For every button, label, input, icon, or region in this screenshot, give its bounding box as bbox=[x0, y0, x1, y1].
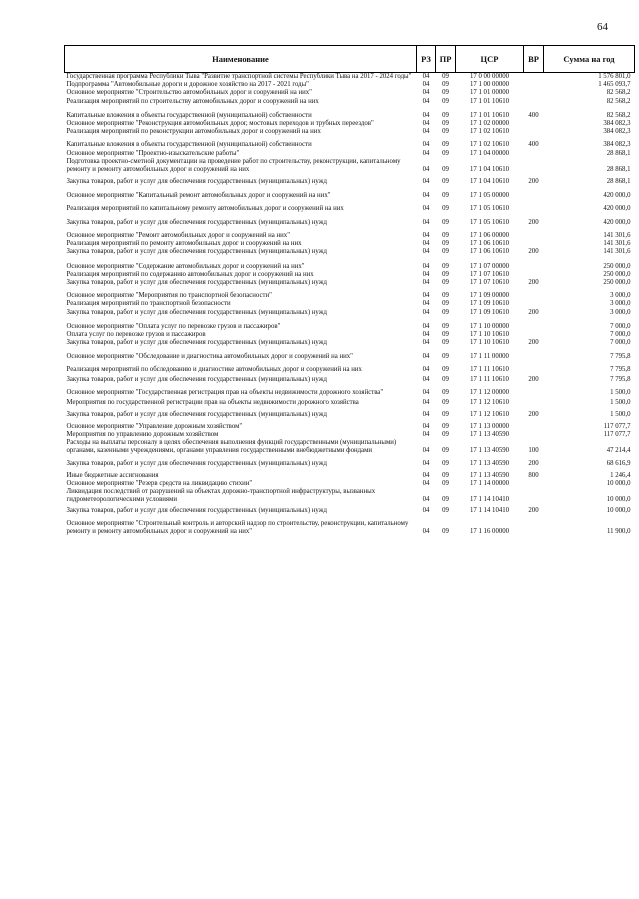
row-name-cell: Реализация мероприятий по обследованию и диагностике автомобильных дорог и сооружений на них bbox=[66, 365, 362, 373]
row-vr-cell bbox=[524, 271, 544, 279]
table-row bbox=[65, 279, 635, 292]
row-sum-cell: 3 000,0 bbox=[610, 292, 631, 300]
row-name-cell: Иные бюджетные ассигнования bbox=[66, 471, 159, 479]
row-pr-cell: 09 bbox=[442, 218, 449, 226]
row-name-cell: Основное мероприятие "Обследование и диагностика автомобильных дорог и сооружений на них" bbox=[66, 353, 353, 361]
row-csr-cell: 17 1 02 10610 bbox=[469, 128, 510, 136]
row-sum-cell: 250 000,0 bbox=[603, 270, 631, 278]
row-vr-cell: 800 bbox=[528, 471, 539, 479]
table-row bbox=[65, 423, 635, 431]
table-row bbox=[65, 411, 635, 423]
row-csr-cell: 17 1 05 10610 bbox=[469, 218, 510, 226]
row-rz-cell: 04 bbox=[422, 128, 430, 136]
row-name-cell: Реализация мероприятий по строительству автомобильных дорог и сооружений на них bbox=[66, 97, 319, 105]
row-csr-cell: 17 1 09 10610 bbox=[469, 308, 510, 316]
table-row bbox=[65, 150, 635, 158]
table-row bbox=[65, 300, 635, 308]
row-rz-cell: 04 bbox=[422, 97, 430, 105]
row-csr-cell: 17 0 00 00000 bbox=[469, 73, 510, 80]
row-rz-cell: 04 bbox=[422, 178, 430, 186]
row-csr-cell: 17 1 13 40590 bbox=[469, 459, 510, 467]
row-name-cell: Мероприятия по государственной регистрации прав на объекты недвижимости дорожного хозяйства bbox=[66, 399, 359, 407]
row-name-cell: Капитальные вложения в объекты государственной (муниципальной) собственности bbox=[66, 141, 312, 149]
row-vr-cell bbox=[524, 73, 544, 82]
row-vr-cell: 200 bbox=[528, 218, 539, 226]
table-row bbox=[65, 389, 635, 399]
row-vr-cell bbox=[524, 150, 544, 158]
table-row bbox=[65, 520, 635, 548]
row-pr-cell: 09 bbox=[442, 81, 449, 89]
row-sum-cell: 141 301,6 bbox=[603, 248, 631, 256]
row-sum-cell: 420 000,0 bbox=[603, 192, 631, 200]
table-row bbox=[65, 141, 635, 149]
row-rz-cell: 04 bbox=[422, 430, 430, 438]
row-name-cell: Закупка товаров, работ и услуг для обеспечения государственных (муниципальных) нужд bbox=[66, 506, 327, 514]
row-name-cell: Основное мероприятие "Государственная регистрация прав на объекты недвижимости дорожного хозяйства" bbox=[66, 389, 384, 397]
row-vr-cell bbox=[524, 423, 544, 431]
row-csr-cell: 17 1 05 10610 bbox=[469, 204, 510, 212]
row-csr-cell: 17 1 05 00000 bbox=[469, 192, 510, 200]
row-name-cell: Реализация мероприятий по ремонту автомобильных дорог и сооружений на них bbox=[66, 240, 302, 248]
row-vr-cell bbox=[524, 389, 544, 399]
table-row bbox=[65, 439, 635, 459]
row-name-cell: Закупка товаров, работ и услуг для обеспечения государственных (муниципальных) нужд bbox=[66, 218, 327, 226]
table-row bbox=[65, 366, 635, 376]
row-rz-cell: 04 bbox=[422, 322, 430, 330]
row-csr-cell: 17 1 12 10610 bbox=[469, 399, 510, 407]
row-name-cell: Государственная программа Республики Тыва "Развитие транспортной системы Республики Тыва на 2017 - 2024 годы" bbox=[66, 73, 412, 80]
row-sum-cell: 250 000,0 bbox=[603, 279, 631, 287]
row-pr-cell: 09 bbox=[442, 389, 449, 397]
table-row bbox=[65, 331, 635, 339]
row-csr-cell: 17 1 00 00000 bbox=[469, 81, 510, 89]
table-row bbox=[65, 488, 635, 506]
row-sum-cell: 384 082,3 bbox=[603, 141, 631, 149]
table-row bbox=[65, 89, 635, 97]
row-rz-cell: 04 bbox=[422, 353, 430, 361]
row-vr-cell bbox=[524, 431, 544, 439]
row-sum-cell: 82 568,2 bbox=[606, 97, 631, 105]
row-pr-cell: 09 bbox=[442, 471, 449, 479]
row-name-cell: Закупка товаров, работ и услуг для обеспечения государственных (муниципальных) нужд bbox=[66, 248, 327, 256]
row-pr-cell: 09 bbox=[442, 496, 449, 504]
row-pr-cell: 09 bbox=[442, 430, 449, 438]
row-name-cell: Основное мероприятие "Ремонт автомобильных дорог и сооружений на них" bbox=[66, 232, 290, 240]
row-pr-cell: 09 bbox=[442, 97, 449, 105]
row-pr-cell: 09 bbox=[442, 141, 449, 149]
row-rz-cell: 04 bbox=[422, 279, 430, 287]
row-vr-cell bbox=[524, 323, 544, 331]
row-rz-cell: 04 bbox=[422, 331, 430, 339]
row-rz-cell: 04 bbox=[422, 496, 430, 504]
row-sum-cell: 117 077,7 bbox=[603, 430, 631, 438]
row-vr-cell bbox=[524, 480, 544, 488]
row-name-cell: Закупка товаров, работ и услуг для обеспечения государственных (муниципальных) нужд bbox=[66, 178, 327, 186]
row-name-cell: Основное мероприятие "Строительный контроль и авторский надзор по строительству, реконструкции, капитальному ремонту и ремонту автомобильных дорог и сооружений на них" bbox=[66, 519, 409, 535]
row-name-cell: Реализация мероприятий по транспортной безопасности bbox=[66, 300, 231, 308]
row-name-cell: Основное мероприятие "Проектно-изыскательские работы" bbox=[66, 149, 240, 157]
row-rz-cell: 04 bbox=[422, 410, 430, 418]
row-name-cell: Закупка товаров, работ и услуг для обеспечения государственных (муниципальных) нужд bbox=[66, 375, 327, 383]
table-row bbox=[65, 240, 635, 248]
row-vr-cell bbox=[524, 158, 544, 178]
row-sum-cell: 1 500,0 bbox=[610, 410, 631, 418]
row-sum-cell: 28 868,1 bbox=[606, 178, 631, 186]
table-row bbox=[65, 292, 635, 300]
budget-table bbox=[64, 45, 635, 548]
row-csr-cell: 17 1 07 10610 bbox=[469, 279, 510, 287]
row-csr-cell: 17 1 13 00000 bbox=[469, 422, 510, 430]
row-rz-cell: 04 bbox=[422, 81, 430, 89]
row-csr-cell: 17 1 07 10610 bbox=[469, 270, 510, 278]
row-csr-cell: 17 1 14 00000 bbox=[469, 479, 510, 487]
row-vr-cell: 200 bbox=[528, 506, 539, 514]
row-rz-cell: 04 bbox=[422, 204, 430, 212]
row-name-cell: Реализация мероприятий по содержанию автомобильных дорог и сооружений на них bbox=[66, 270, 314, 278]
row-pr-cell: 09 bbox=[442, 353, 449, 361]
row-vr-cell bbox=[524, 240, 544, 248]
row-rz-cell: 04 bbox=[422, 192, 430, 200]
row-name-cell: Закупка товаров, работ и услуг для обеспечения государственных (муниципальных) нужд bbox=[66, 459, 327, 467]
row-vr-cell bbox=[524, 98, 544, 112]
row-pr-cell: 09 bbox=[442, 308, 449, 316]
row-vr-cell bbox=[524, 520, 544, 548]
row-rz-cell: 04 bbox=[422, 262, 430, 270]
row-sum-cell: 10 000,0 bbox=[606, 506, 631, 514]
row-vr-cell: 200 bbox=[528, 279, 539, 287]
table-row bbox=[65, 219, 635, 232]
row-csr-cell: 17 1 01 00000 bbox=[469, 89, 510, 97]
row-sum-cell: 141 301,6 bbox=[603, 240, 631, 248]
table-header-row bbox=[65, 46, 635, 73]
column-header-name: Наименование bbox=[65, 46, 417, 73]
row-csr-cell: 17 1 07 00000 bbox=[469, 262, 510, 270]
row-sum-cell: 1 500,0 bbox=[610, 389, 631, 397]
row-name-cell: Ликвидация последствий от разрушений на объектах дорожно-транспортной инфраструктуры, вызванных гидрометеорологическими условиями bbox=[66, 488, 376, 504]
row-sum-cell: 68 616,9 bbox=[606, 459, 631, 467]
table-row bbox=[65, 263, 635, 271]
row-sum-cell: 82 568,2 bbox=[606, 111, 631, 119]
row-rz-cell: 04 bbox=[422, 527, 430, 535]
row-pr-cell: 09 bbox=[442, 399, 449, 407]
row-csr-cell: 17 1 02 10610 bbox=[469, 141, 510, 149]
table-row bbox=[65, 73, 635, 82]
table-row bbox=[65, 158, 635, 178]
row-pr-cell: 09 bbox=[442, 322, 449, 330]
row-csr-cell: 17 1 09 00000 bbox=[469, 292, 510, 300]
row-rz-cell: 04 bbox=[422, 292, 430, 300]
row-name-cell: Основное мероприятие "Реконструкция автомобильных дорог, мостовых переходов и трубных переездов" bbox=[66, 120, 374, 128]
row-name-cell: Закупка товаров, работ и услуг для обеспечения государственных (муниципальных) нужд bbox=[66, 410, 327, 418]
row-vr-cell bbox=[524, 205, 544, 219]
row-sum-cell: 3 000,0 bbox=[610, 308, 631, 316]
row-vr-cell: 200 bbox=[528, 410, 539, 418]
row-csr-cell: 17 1 13 40590 bbox=[469, 471, 510, 479]
row-csr-cell: 17 1 02 00000 bbox=[469, 120, 510, 128]
table-row bbox=[65, 323, 635, 331]
row-pr-cell: 09 bbox=[442, 166, 449, 174]
row-pr-cell: 09 bbox=[442, 204, 449, 212]
row-rz-cell: 04 bbox=[422, 270, 430, 278]
row-pr-cell: 09 bbox=[442, 270, 449, 278]
table-row bbox=[65, 376, 635, 389]
row-sum-cell: 384 082,3 bbox=[603, 120, 631, 128]
row-name-cell: Основное мероприятие "Содержание автомобильных дорог и сооружений на них" bbox=[66, 262, 305, 270]
row-pr-cell: 09 bbox=[442, 248, 449, 256]
row-pr-cell: 09 bbox=[442, 120, 449, 128]
row-sum-cell: 7 000,0 bbox=[610, 339, 631, 347]
row-csr-cell: 17 1 04 10610 bbox=[469, 166, 510, 174]
row-pr-cell: 09 bbox=[442, 192, 449, 200]
row-pr-cell: 09 bbox=[442, 111, 449, 119]
column-header-csr: ЦСР bbox=[456, 46, 524, 73]
row-vr-cell: 200 bbox=[528, 339, 539, 347]
row-csr-cell: 17 1 10 10610 bbox=[469, 331, 510, 339]
row-csr-cell: 17 1 06 00000 bbox=[469, 232, 510, 240]
row-rz-cell: 04 bbox=[422, 240, 430, 248]
row-sum-cell: 420 000,0 bbox=[603, 218, 631, 226]
row-pr-cell: 09 bbox=[442, 292, 449, 300]
row-pr-cell: 09 bbox=[442, 459, 449, 467]
row-sum-cell: 1 576 801,0 bbox=[598, 73, 631, 80]
row-pr-cell: 09 bbox=[442, 178, 449, 186]
row-pr-cell: 09 bbox=[442, 262, 449, 270]
table-row bbox=[65, 128, 635, 141]
row-name-cell: Основное мероприятие "Строительство автомобильных дорог и сооружений на них" bbox=[66, 89, 312, 97]
row-sum-cell: 1 500,0 bbox=[610, 399, 631, 407]
row-vr-cell bbox=[524, 300, 544, 308]
row-pr-cell: 09 bbox=[442, 375, 449, 383]
row-vr-cell: 200 bbox=[528, 308, 539, 316]
row-pr-cell: 09 bbox=[442, 149, 449, 157]
row-name-cell: Закупка товаров, работ и услуг для обеспечения государственных (муниципальных) нужд bbox=[66, 339, 327, 347]
row-vr-cell bbox=[524, 81, 544, 89]
table-row bbox=[65, 480, 635, 488]
row-rz-cell: 04 bbox=[422, 422, 430, 430]
row-vr-cell bbox=[524, 399, 544, 410]
row-rz-cell: 04 bbox=[422, 218, 430, 226]
row-name-cell: Реализация мероприятий по реконструкции автомобильных дорог и сооружений на них bbox=[66, 128, 321, 136]
row-sum-cell: 10 000,0 bbox=[606, 479, 631, 487]
row-sum-cell: 82 568,2 bbox=[606, 89, 631, 97]
row-rz-cell: 04 bbox=[422, 447, 430, 455]
row-rz-cell: 04 bbox=[422, 479, 430, 487]
row-csr-cell: 17 1 16 00000 bbox=[469, 527, 510, 535]
row-csr-cell: 17 1 10 00000 bbox=[469, 322, 510, 330]
row-pr-cell: 09 bbox=[442, 447, 449, 455]
row-name-cell: Основное мероприятие "Оплата услуг по перевозке грузов и пассажиров" bbox=[66, 322, 281, 330]
row-vr-cell: 400 bbox=[528, 141, 539, 149]
row-csr-cell: 17 1 13 40590 bbox=[469, 430, 510, 438]
table-row bbox=[65, 112, 635, 120]
row-name-cell: Закупка товаров, работ и услуг для обеспечения государственных (муниципальных) нужд bbox=[66, 308, 327, 316]
row-vr-cell: 100 bbox=[528, 447, 539, 455]
row-vr-cell: 200 bbox=[528, 178, 539, 186]
row-name-cell: Мероприятия по управлению дорожным хозяйством bbox=[66, 430, 219, 438]
row-rz-cell: 04 bbox=[422, 141, 430, 149]
table-row bbox=[65, 192, 635, 204]
table-row bbox=[65, 81, 635, 89]
row-name-cell: Основное мероприятие "Резерв средств на ликвидацию стихии" bbox=[66, 479, 253, 487]
row-sum-cell: 1 246,4 bbox=[610, 471, 631, 479]
row-vr-cell bbox=[524, 232, 544, 240]
row-name-cell: Подготовка проектно-сметной документации на проведение работ по строительству, реконструкции, капитальному ремонту и ремонту автомобильных дорог и сооружений на них bbox=[66, 157, 401, 174]
row-pr-cell: 09 bbox=[442, 410, 449, 418]
row-csr-cell: 17 1 12 10610 bbox=[469, 410, 510, 418]
row-sum-cell: 3 000,0 bbox=[610, 300, 631, 308]
row-csr-cell: 17 1 01 10610 bbox=[469, 111, 510, 119]
row-csr-cell: 17 1 11 10610 bbox=[470, 365, 509, 373]
row-rz-cell: 04 bbox=[422, 506, 430, 514]
row-rz-cell: 04 bbox=[422, 149, 430, 157]
row-sum-cell: 384 082,3 bbox=[603, 128, 631, 136]
table-row bbox=[65, 460, 635, 472]
row-csr-cell: 17 1 06 10610 bbox=[469, 240, 510, 248]
table-row bbox=[65, 120, 635, 128]
row-pr-cell: 09 bbox=[442, 339, 449, 347]
row-rz-cell: 04 bbox=[422, 365, 430, 373]
row-csr-cell: 17 1 10 10610 bbox=[469, 339, 510, 347]
row-pr-cell: 09 bbox=[442, 331, 449, 339]
row-name-cell: Подпрограмма "Автомобильные дороги и дорожное хозяйство на 2017 - 2021 годы" bbox=[66, 81, 309, 89]
row-sum-cell: 250 000,0 bbox=[603, 262, 631, 270]
row-vr-cell: 200 bbox=[528, 248, 539, 256]
row-rz-cell: 04 bbox=[422, 248, 430, 256]
row-sum-cell: 7 795,8 bbox=[610, 375, 631, 383]
row-rz-cell: 04 bbox=[422, 308, 430, 316]
row-pr-cell: 09 bbox=[442, 240, 449, 248]
row-name-cell: Капитальные вложения в объекты государственной (муниципальной) собственности bbox=[66, 111, 312, 119]
row-name-cell: Закупка товаров, работ и услуг для обеспечения государственных (муниципальных) нужд bbox=[66, 279, 327, 287]
row-sum-cell: 47 214,4 bbox=[606, 447, 631, 455]
table-row bbox=[65, 271, 635, 279]
row-pr-cell: 09 bbox=[442, 73, 449, 80]
row-sum-cell: 7 795,8 bbox=[610, 353, 631, 361]
row-vr-cell bbox=[524, 353, 544, 365]
row-vr-cell bbox=[524, 120, 544, 128]
row-sum-cell: 141 301,6 bbox=[603, 232, 631, 240]
row-csr-cell: 17 1 09 10610 bbox=[469, 300, 510, 308]
row-sum-cell: 420 000,0 bbox=[603, 204, 631, 212]
column-header-sum: Сумма на год bbox=[544, 46, 635, 73]
row-pr-cell: 09 bbox=[442, 527, 449, 535]
row-name-cell: Основное мероприятие "Управление дорожным хозяйством" bbox=[66, 422, 243, 430]
row-csr-cell: 17 1 14 10410 bbox=[469, 506, 510, 514]
row-rz-cell: 04 bbox=[422, 166, 430, 174]
row-sum-cell: 10 000,0 bbox=[606, 496, 631, 504]
row-csr-cell: 17 1 13 40590 bbox=[469, 447, 510, 455]
row-vr-cell bbox=[524, 192, 544, 204]
row-csr-cell: 17 1 04 10610 bbox=[469, 178, 510, 186]
page-number: 64 bbox=[597, 21, 608, 33]
row-sum-cell: 117 077,7 bbox=[603, 422, 631, 430]
row-pr-cell: 09 bbox=[442, 506, 449, 514]
table-row bbox=[65, 248, 635, 262]
row-sum-cell: 7 000,0 bbox=[610, 331, 631, 339]
row-pr-cell: 09 bbox=[442, 279, 449, 287]
row-rz-cell: 04 bbox=[422, 399, 430, 407]
table-row bbox=[65, 472, 635, 480]
row-pr-cell: 09 bbox=[442, 422, 449, 430]
row-csr-cell: 17 1 04 00000 bbox=[469, 149, 510, 157]
row-pr-cell: 09 bbox=[442, 128, 449, 136]
row-csr-cell: 17 1 06 10610 bbox=[469, 248, 510, 256]
row-vr-cell bbox=[524, 128, 544, 141]
row-vr-cell bbox=[524, 488, 544, 506]
row-pr-cell: 09 bbox=[442, 365, 449, 373]
row-pr-cell: 09 bbox=[442, 300, 449, 308]
row-csr-cell: 17 1 01 10610 bbox=[469, 97, 510, 105]
row-csr-cell: 17 1 11 00000 bbox=[470, 353, 509, 361]
table-row bbox=[65, 353, 635, 365]
table-row bbox=[65, 339, 635, 353]
row-name-cell: Основное мероприятие "Капитальный ремонт автомобильных дорог и сооружений на них" bbox=[66, 192, 331, 200]
row-sum-cell: 1 465 093,7 bbox=[598, 81, 631, 89]
row-pr-cell: 09 bbox=[442, 479, 449, 487]
row-rz-cell: 04 bbox=[422, 389, 430, 397]
row-sum-cell: 7 795,8 bbox=[610, 365, 631, 373]
row-csr-cell: 17 1 11 10610 bbox=[470, 375, 509, 383]
row-name-cell: Оплата услуг по перевозке грузов и пассажиров bbox=[66, 331, 206, 339]
row-csr-cell: 17 1 14 10410 bbox=[469, 496, 510, 504]
row-rz-cell: 04 bbox=[422, 120, 430, 128]
row-vr-cell: 200 bbox=[528, 375, 539, 383]
row-rz-cell: 04 bbox=[422, 111, 430, 119]
row-sum-cell: 11 900,0 bbox=[606, 527, 631, 535]
table-row bbox=[65, 507, 635, 520]
row-pr-cell: 09 bbox=[442, 89, 449, 97]
row-rz-cell: 04 bbox=[422, 459, 430, 467]
row-vr-cell: 400 bbox=[528, 111, 539, 119]
row-name-cell: Основное мероприятие "Мероприятия по транспортной безопасности" bbox=[66, 292, 272, 300]
row-rz-cell: 04 bbox=[422, 339, 430, 347]
column-header-pr: ПР bbox=[436, 46, 456, 73]
row-sum-cell: 28 868,1 bbox=[606, 149, 631, 157]
row-vr-cell bbox=[524, 292, 544, 300]
row-csr-cell: 17 1 12 00000 bbox=[469, 389, 510, 397]
row-pr-cell: 09 bbox=[442, 232, 449, 240]
column-header-rz: РЗ bbox=[417, 46, 436, 73]
column-header-vr: ВР bbox=[524, 46, 544, 73]
row-rz-cell: 04 bbox=[422, 300, 430, 308]
table-row bbox=[65, 309, 635, 323]
table-row bbox=[65, 399, 635, 410]
row-rz-cell: 04 bbox=[422, 73, 430, 80]
table-row bbox=[65, 431, 635, 439]
table-row bbox=[65, 178, 635, 192]
row-vr-cell bbox=[524, 366, 544, 376]
row-name-cell: Реализация мероприятий по капитальному ремонту автомобильных дорог и сооружений на них bbox=[66, 204, 344, 212]
row-vr-cell bbox=[524, 89, 544, 97]
row-rz-cell: 04 bbox=[422, 471, 430, 479]
row-name-cell: Расходы на выплаты персоналу в целях обеспечения выполнения функций государственными (муниципальными) органами, казенными учреждениями, органами управления государственными внебюджетными фондами bbox=[66, 439, 397, 455]
row-rz-cell: 04 bbox=[422, 375, 430, 383]
row-vr-cell: 200 bbox=[528, 459, 539, 467]
row-sum-cell: 28 868,1 bbox=[606, 166, 631, 174]
table-row bbox=[65, 205, 635, 219]
row-vr-cell bbox=[524, 263, 544, 271]
row-vr-cell bbox=[524, 331, 544, 339]
row-sum-cell: 7 000,0 bbox=[610, 322, 631, 330]
row-rz-cell: 04 bbox=[422, 89, 430, 97]
table-row bbox=[65, 232, 635, 240]
table-row bbox=[65, 98, 635, 112]
row-rz-cell: 04 bbox=[422, 232, 430, 240]
